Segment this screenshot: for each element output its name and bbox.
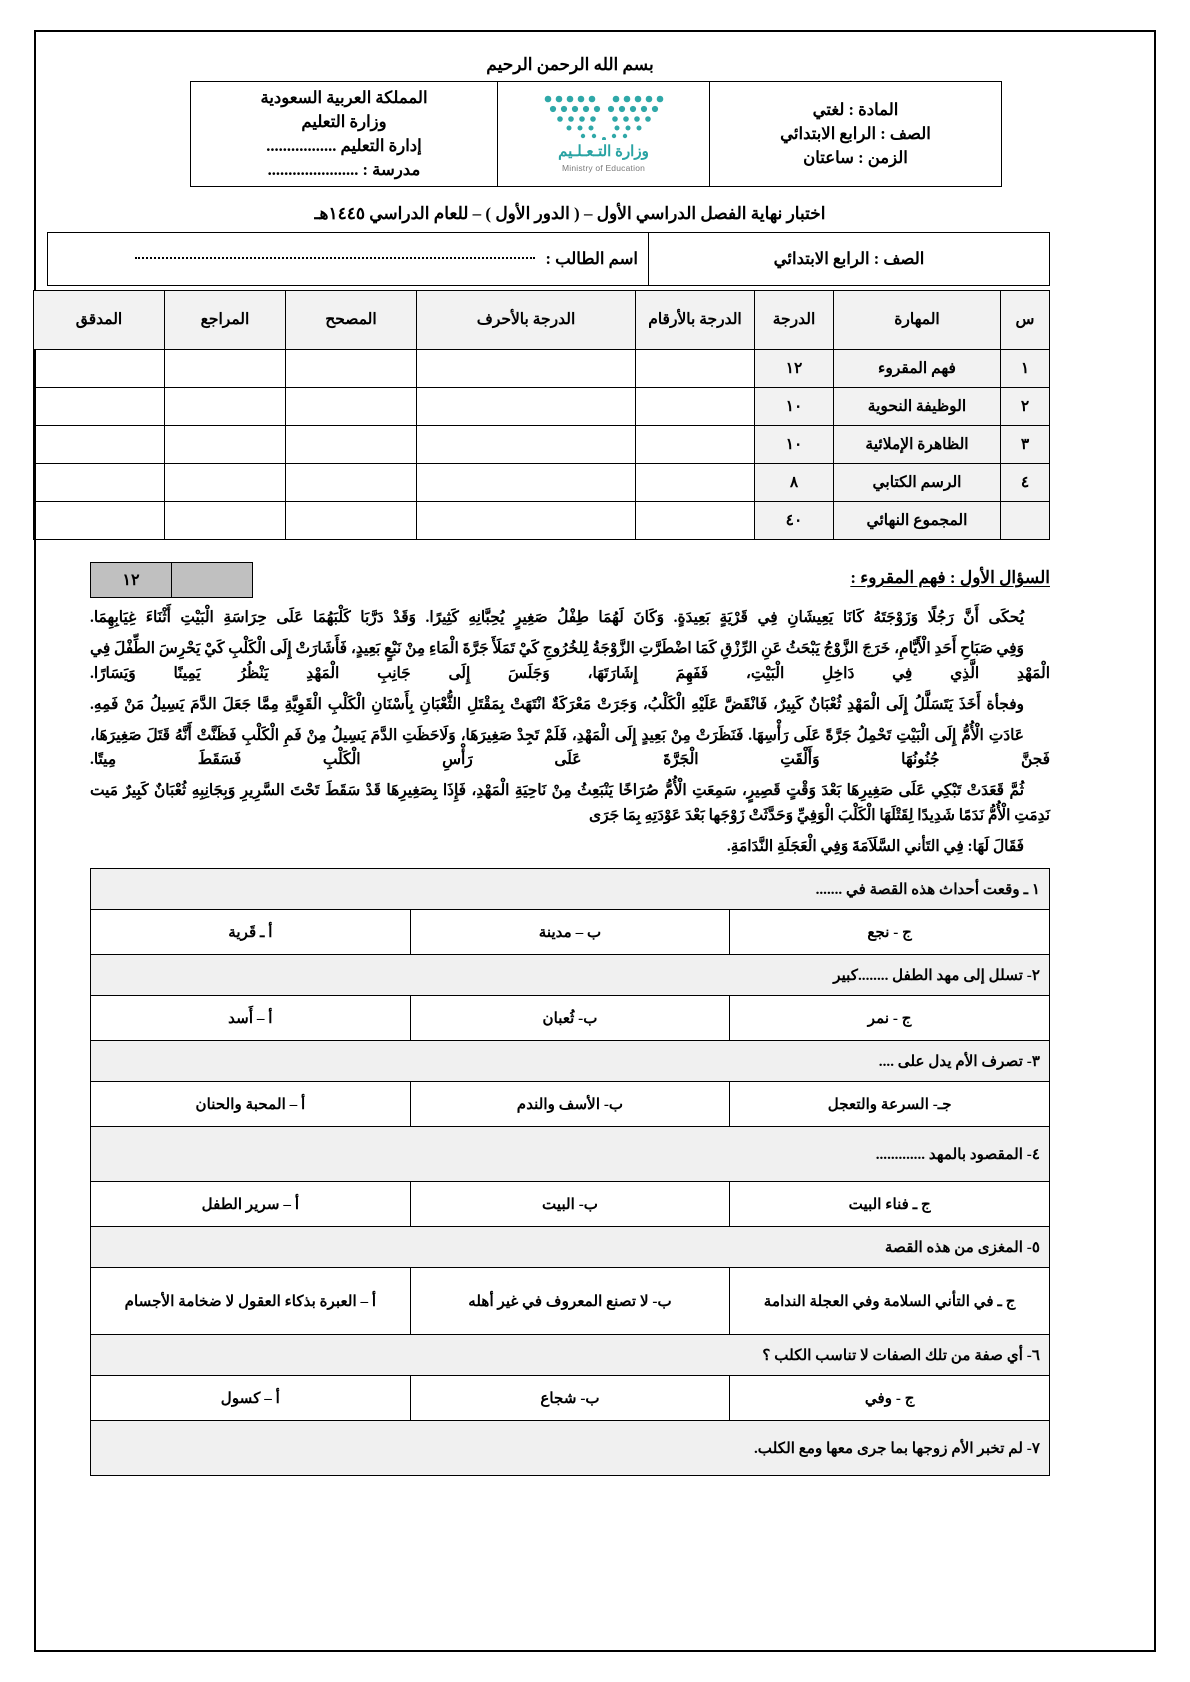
header-row: [191, 82, 1002, 187]
marks-col-degree-letters: الدرجة بالأحرف: [417, 290, 636, 349]
marks-total-auditor-input[interactable]: [34, 501, 165, 539]
student-name-input[interactable]: [135, 257, 535, 259]
option-b[interactable]: ب- ثُعبان: [410, 996, 730, 1041]
passage-paragraph-2: وَفِي صَبَاحِ أَحَدِ الْأَيَّامِ، خَرَجَ الزَّوْجُ يَبْحَثُ عَنِ الرِّزْقِ كَمَا اضْطَرَّتِ الزَّوْجَةُ لِلخُرُوجِ كَيْ تَمَلَأَ جَرَّةَ الْمَاءِ مِنْ نَبْعٍ بَعِيدٍ، فَأَشَارَتْ إِلَى الْكَلْبِ كَيْ يَحْرِسَ الطِّفْلَ فِي الْمَهْدِ الَّذِي فِي دَاخِلِ الْبَيْتِ، فَفَهِمَ إِشَارَتَهَا، وَجَلَسَ إِلَى جَانِبِ الْمَهْدِ يَنْظُرُ يَمِينًا وَيَسَارًا.: [90, 639, 1050, 682]
option-a[interactable]: أ – سرير الطفل: [91, 1182, 411, 1227]
section-one-title: السؤال الأول : فهم المقروء :: [850, 567, 1050, 587]
ministry-logo-wordmark-ar: وزارة التـعـلـيم: [558, 144, 649, 161]
passage-paragraph-1: يُحكَى أَنَّ رَجُلًا وَزَوْجَتَهُ كَانَا يَعِيشَانِ فِي قَرْيَةٍ بَعِيدَةٍ. وَكَانَ لَهُمَا طِفْلُ صَغِيرٍ يُحِبَّانِهِ كَثِيرًا. وَقَدْ دَرَّبَا كَلْبَهُمَا عَلَى حِرَاسَةِ الْبَيْتِ أَثْنَاءَ غِيَابِهِمَا.: [90, 608, 1024, 626]
option-c[interactable]: ج - نمر: [730, 996, 1050, 1041]
options-row: [91, 1182, 1050, 1227]
marks-row-degree: ٨: [755, 463, 834, 501]
question-row: [91, 869, 1050, 910]
marks-row-degree: ١٠: [755, 425, 834, 463]
marks-total-index: [1001, 501, 1050, 539]
kingdom-line: المملكة العربية السعودية: [260, 88, 428, 107]
question-text: ٥- المغزى من هذه القصة: [91, 1227, 1050, 1268]
marks-row-degree-numbers-input[interactable]: [636, 387, 755, 425]
student-class-cell: الصف : الرابع الابتدائي: [649, 232, 1050, 285]
basmala-text: بسم الله الرحمن الرحيم: [486, 55, 654, 74]
grade-line: الصف : الرابع الابتدائي: [780, 123, 931, 143]
ministry-logo: [506, 94, 701, 173]
marks-row-index: ٣: [1001, 425, 1050, 463]
page-content: [75, 55, 1050, 1476]
ministry-line: وزارة التعليم: [301, 111, 387, 131]
marks-row-skill: الوظيفة النحوية: [834, 387, 1001, 425]
passage-paragraph-5: ثُمَّ قَعَدَتْ تَبْكِي عَلَى صَغِيرِهَا بَعْدَ وَقْتٍ قَصِيرٍ، سَمِعَتِ الْأُمُّ صُرَاخًا يَنْبَعِثُ مِنْ نَاحِيَةِ الْمَهْدِ، فَإِذَا بِصَغِيرِهَا قَدْ سَقَطَ تَحْتَ السَّرِيرِ وَبِجَانِبِهِ ثُعْبَانٌ كَبِيرٌ مَيت نَدِمَتِ الْأُمُّ نَدَمًا شَدِيدًا لِقَتْلَهَا الْكَلْبَ الْوَفِيِّ وَحَدَّثَتْ زَوْجَها بَعْدَ عَوْدَتِهِ بِمَا جَرَى: [90, 782, 1050, 825]
questions-table: [90, 868, 1050, 1476]
marks-row: [34, 387, 1050, 425]
marks-table: [33, 290, 1050, 540]
marks-row-skill: فهم المقروء: [834, 349, 1001, 387]
marks-total-degree-letters-input[interactable]: [417, 501, 636, 539]
duration-line: الزمن : ساعتان: [803, 147, 908, 167]
question-row: [91, 1227, 1050, 1268]
marks-row: [34, 425, 1050, 463]
marks-row-corrector-input[interactable]: [286, 463, 417, 501]
question-row: [91, 1335, 1050, 1376]
option-a[interactable]: أ – العبرة بذكاء العقول لا ضخامة الأجسام: [91, 1268, 411, 1335]
option-b[interactable]: ب- البيت: [410, 1182, 730, 1227]
marks-row-index: ١: [1001, 349, 1050, 387]
marks-row-auditor-input[interactable]: [34, 349, 165, 387]
marks-row-reviewer-input[interactable]: [165, 463, 286, 501]
marks-col-corrector: المصحح: [286, 290, 417, 349]
header-logo-cell: [498, 82, 710, 187]
ministry-logo-wordmark-en: Ministry of Education: [561, 163, 646, 174]
question-row: [91, 1421, 1050, 1476]
student-name-cell: [48, 232, 649, 285]
marks-row-skill: الظاهرة الإملائية: [834, 425, 1001, 463]
marks-row-auditor-input[interactable]: [34, 425, 165, 463]
marks-row-degree-letters-input[interactable]: [417, 425, 636, 463]
marks-col-reviewer: المراجع: [165, 290, 286, 349]
options-row: [91, 996, 1050, 1041]
exam-title: اختبار نهاية الفصل الدراسي الأول – ( الدور الأول ) – للعام الدراسي ١٤٤٥هـ: [314, 203, 826, 223]
question-row: [91, 1041, 1050, 1082]
reading-passage: [90, 606, 1050, 861]
marks-col-degree-numbers: الدرجة بالأرقام: [636, 290, 755, 349]
option-c[interactable]: ج ـ فناء البيت: [730, 1182, 1050, 1227]
option-a[interactable]: أ – المحبة والحنان: [91, 1082, 411, 1127]
marks-row-corrector-input[interactable]: [286, 349, 417, 387]
option-a[interactable]: أ ـ قَرية: [91, 910, 411, 955]
marks-col-auditor: المدقق: [34, 290, 165, 349]
header-subject-cell: [710, 82, 1002, 187]
section-one-score-awarded[interactable]: [172, 563, 252, 597]
option-c[interactable]: ج ـ في التأني السلامة وفي العجلة الندامة: [730, 1268, 1050, 1335]
marks-row-degree-numbers-input[interactable]: [636, 349, 755, 387]
ministry-of-education-logo-icon: [539, 94, 669, 140]
marks-row-degree-letters-input[interactable]: [417, 387, 636, 425]
marks-col-degree: الدرجة: [755, 290, 834, 349]
question-text: ١ ـ وقعت أحداث هذه القصة في .......: [91, 869, 1050, 910]
header-authority-cell: [191, 82, 498, 187]
marks-col-index: س: [1001, 290, 1050, 349]
section-one-score-total: ١٢: [91, 563, 172, 597]
subject-line: المادة : لغتي: [812, 99, 899, 119]
question-text: ٤- المقصود بالمهد .............: [91, 1127, 1050, 1182]
marks-total-label: المجموع النهائي: [834, 501, 1001, 539]
option-c[interactable]: ج - وفي: [730, 1376, 1050, 1421]
marks-row-degree-numbers-input[interactable]: [636, 425, 755, 463]
marks-row-auditor-input[interactable]: [34, 387, 165, 425]
marks-row-degree: ١٠: [755, 387, 834, 425]
question-text: ٦- أي صفة من تلك الصفات لا تناسب الكلب ؟: [91, 1335, 1050, 1376]
student-name-label: اسم الطالب :: [541, 248, 638, 268]
marks-row: [34, 349, 1050, 387]
marks-row-reviewer-input[interactable]: [165, 425, 286, 463]
marks-col-skill: المهارة: [834, 290, 1001, 349]
school-line: مدرسة : ......................: [267, 159, 421, 179]
marks-total-row: [34, 501, 1050, 539]
marks-total-reviewer-input[interactable]: [165, 501, 286, 539]
marks-row-degree-numbers-input[interactable]: [636, 463, 755, 501]
marks-row-degree: ١٢: [755, 349, 834, 387]
option-b[interactable]: ب- شجاع: [410, 1376, 730, 1421]
marks-row-degree-letters-input[interactable]: [417, 349, 636, 387]
marks-total-degree: ٤٠: [755, 501, 834, 539]
education-directorate-line: إدارة التعليم .................: [266, 135, 422, 155]
marks-row-reviewer-input[interactable]: [165, 349, 286, 387]
section-one-header: [90, 562, 1050, 602]
option-a[interactable]: أ – كسول: [91, 1376, 411, 1421]
passage-paragraph-3: وفجأة أَخَذَ يَتَسَلَّلُ إِلَى الْمَهْدِ ثُعْبَانٌ كَبِيرٌ، فَانْقَضَّ عَلَيْهِ الْكَلْبُ، وَجَرَتْ مَعْرَكَةٌ انْتَهَتْ بِمَقْتَلِ الثُّعْبَانِ بِأَسْنَانِ الْكَلْبِ الْقَوِيَّةِ مِمَّا جَعَلَ الدَّمَ يَسِيلُ مَنْ فَمِهِ.: [90, 695, 1024, 713]
marks-row: [34, 463, 1050, 501]
marks-row-reviewer-input[interactable]: [165, 387, 286, 425]
question-text: ٧- لم تخبر الأم زوجها بما جرى معها ومع الكلب.: [91, 1421, 1050, 1476]
option-b[interactable]: ب- الأسف والندم: [410, 1082, 730, 1127]
marks-row-skill: الرسم الكتابي: [834, 463, 1001, 501]
option-c[interactable]: ج - نجع: [730, 910, 1050, 955]
marks-row-auditor-input[interactable]: [34, 463, 165, 501]
marks-header-row: [34, 290, 1050, 349]
document-header-table: [190, 81, 1002, 187]
marks-row-index: ٢: [1001, 387, 1050, 425]
passage-paragraph-6: فَقَالَ لَهَا: فِي التَأني السَّلَاَمَةَ وَفِي الْعَجَلَةِ النَّدَامَةِ.: [726, 838, 1024, 856]
marks-total-corrector-input[interactable]: [286, 501, 417, 539]
question-text: ٣- تصرف الأم يدل على ....: [91, 1041, 1050, 1082]
question-text: ٢- تسلل إلى مهد الطفل ........كبير: [91, 955, 1050, 996]
passage-paragraph-4: عَادَتِ الْأُمُّ إِلَى الْبَيْتِ تَحْمِلُ جَرَّةً عَلَى رَأْسِهَا. فَنَظَرَتْ مِنْ بَعِيدٍ إِلَى الْمَهْدِ، فَلَمْ تَجِدْ صَغِيرَهَا، وَلَاحَظَتِ الدَّمَ يَسِيلُ مِنْ فَمِ الْكَلْبِ فَظَنَّتْ أَنَّهُ قَتَلَ صَغِيرَهَا، فَجنَّ جُنُونُهَا وَأَلْقَتِ الْجَرَّةَ عَلَى رَأْسِ الْكَلْبِ فَسَقَطَ مِيتًا.: [90, 726, 1050, 769]
options-row: [91, 1376, 1050, 1421]
question-row: [91, 955, 1050, 996]
marks-total-degree-numbers-input[interactable]: [636, 501, 755, 539]
marks-row-corrector-input[interactable]: [286, 425, 417, 463]
question-row: [91, 1127, 1050, 1182]
option-b[interactable]: ب- لا تصنع المعروف في غير أهله: [410, 1268, 730, 1335]
marks-row-degree-letters-input[interactable]: [417, 463, 636, 501]
marks-row-corrector-input[interactable]: [286, 387, 417, 425]
marks-row-index: ٤: [1001, 463, 1050, 501]
student-info-table: [47, 232, 1050, 286]
section-one-score-box: [90, 562, 253, 598]
student-info-row: [48, 232, 1050, 285]
options-row: [91, 1268, 1050, 1335]
option-a[interactable]: أ – أَسد: [91, 996, 411, 1041]
option-c[interactable]: جـ- السرعة والتعجل: [730, 1082, 1050, 1127]
options-row: [91, 1082, 1050, 1127]
option-b[interactable]: ب – مدينة: [410, 910, 730, 955]
options-row: [91, 910, 1050, 955]
